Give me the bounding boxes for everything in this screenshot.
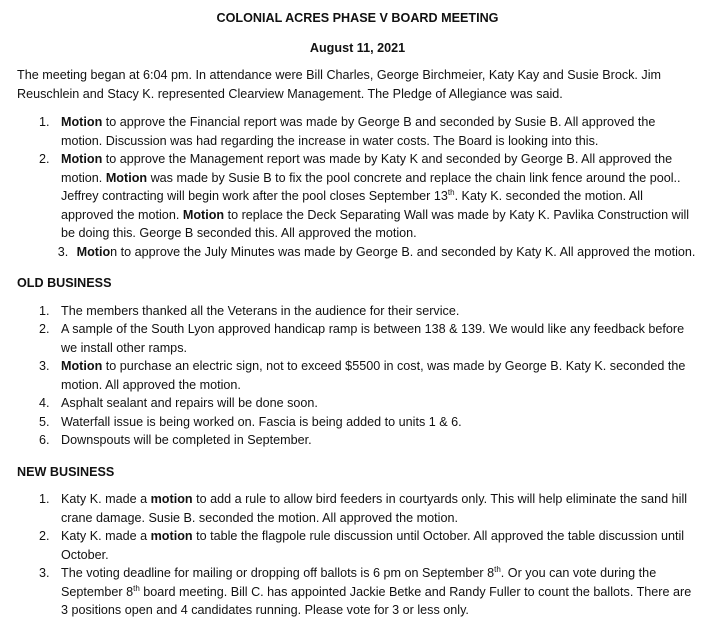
old-business-list (17, 302, 698, 450)
motion-label: Motion (61, 152, 103, 166)
new-business-list (17, 490, 698, 620)
motions-list (17, 113, 698, 261)
superscript: th (133, 583, 140, 593)
item-text: to table the flagpole rule discussion until October. All approved the table discussion until October. (61, 529, 685, 562)
superscript: th (447, 187, 455, 197)
list-item (17, 150, 698, 243)
document-page (0, 9, 714, 641)
motion-label: Motion (182, 207, 225, 222)
motion-label: Motio (76, 244, 111, 259)
list-item (17, 243, 698, 262)
item-number: 6. (39, 433, 50, 447)
item-text: board meeting. Bill C. has appointed Jackie Betke and Randy Fuller to count the ballots. There are 3 positions open and 4 candidates running. Please vote for 3 or less only. (61, 584, 692, 617)
motion-label: Motion (61, 359, 103, 373)
motion-label: Motion (105, 170, 148, 185)
document-title: COLONIAL ACRES PHASE V BOARD MEETING (216, 11, 499, 25)
item-text: to approve the Financial report was made by George B and seconded by Susie B. All approved the motion. Discussion was had regarding the increase in water costs. The Board is looking into this. (61, 115, 656, 148)
motion-label: motion (150, 492, 193, 506)
item-text: Downspouts will be completed in September. (61, 433, 312, 447)
item-text: Katy K. made a (61, 529, 151, 543)
item-number: 2. (39, 529, 50, 543)
item-text: Asphalt sealant and repairs will be done soon. (61, 396, 318, 410)
item-number: 4. (39, 396, 50, 410)
item-text: to add a rule to allow bird feeders in courtyards only. This will help eliminate the sand hill crane damage. Susie B. seconded the motion. All approved the motion. (61, 492, 688, 525)
item-number: 3. (39, 359, 50, 373)
item-text: to replace the Deck Separating Wall was made by Katy K. Pavlika Construction will be doing this. George B seconded this. All approved the motion. (61, 207, 690, 240)
item-number: 1. (39, 303, 50, 318)
item-number: 2. (39, 152, 50, 166)
item-text: . Or you can vote during the September 8 (61, 566, 657, 599)
item-text: Waterfall issue is being worked on. Fascia is being added to units 1 & 6. (61, 414, 462, 429)
item-number: 3. (39, 566, 50, 580)
item-number: 1. (39, 115, 50, 129)
item-number: 3. (57, 244, 69, 259)
new-business-heading: NEW BUSINESS (17, 464, 115, 479)
list-item (17, 357, 698, 394)
item-text: was made by Susie B to fix the pool concrete and replace the chain link fence around the pool.. Jeffrey contracting will begin work after the pool closes September 13 (61, 170, 681, 203)
list-item (17, 302, 698, 321)
list-item (17, 431, 698, 450)
motion-label: motion (150, 529, 193, 543)
list-item (17, 490, 698, 527)
item-number: 2. (39, 322, 50, 336)
list-item (17, 113, 698, 150)
list-item (17, 394, 698, 413)
item-text: to approve the Management report was made by Katy K and seconded by George B. All approved the motion. (61, 152, 673, 185)
item-text: A sample of the South Lyon approved handicap ramp is between 138 & 139. We would like any feedback before we install other ramps. (61, 322, 685, 355)
item-text: The members thanked all the Veterans in the audience for their service. (61, 303, 460, 318)
item-text: The voting deadline for mailing or dropping off ballots is 6 pm on September 8 (61, 566, 495, 580)
motion-label: Motion (61, 115, 103, 129)
item-text: . Katy K. seconded the motion. All approved the motion. (61, 189, 643, 222)
item-text: n to approve the July Minutes was made by George B. and seconded by Katy K. All approved the motion. (110, 244, 696, 259)
item-text: to purchase an electric sign, not to exceed $5500 in cost, was made by George B. Katy K. seconded the motion. All approved the motion. (61, 359, 686, 392)
list-item (17, 320, 698, 357)
list-item (17, 564, 698, 620)
list-item (17, 527, 698, 564)
item-number: 1. (39, 492, 50, 506)
superscript: th (494, 564, 501, 574)
meeting-date: August 11, 2021 (309, 40, 406, 55)
item-text: Katy K. made a (61, 492, 151, 506)
item-number: 5. (39, 414, 50, 429)
old-business-heading: OLD BUSINESS (17, 276, 112, 290)
list-item (17, 413, 698, 432)
intro-paragraph: The meeting began at 6:04 pm. In attendance were Bill Charles, George Birchmeier, Katy Kay and Susie Brock. Jim Reuschlein and Stacy K. represented Clearview Management. The Pledge of Allegiance was said. (17, 68, 662, 101)
